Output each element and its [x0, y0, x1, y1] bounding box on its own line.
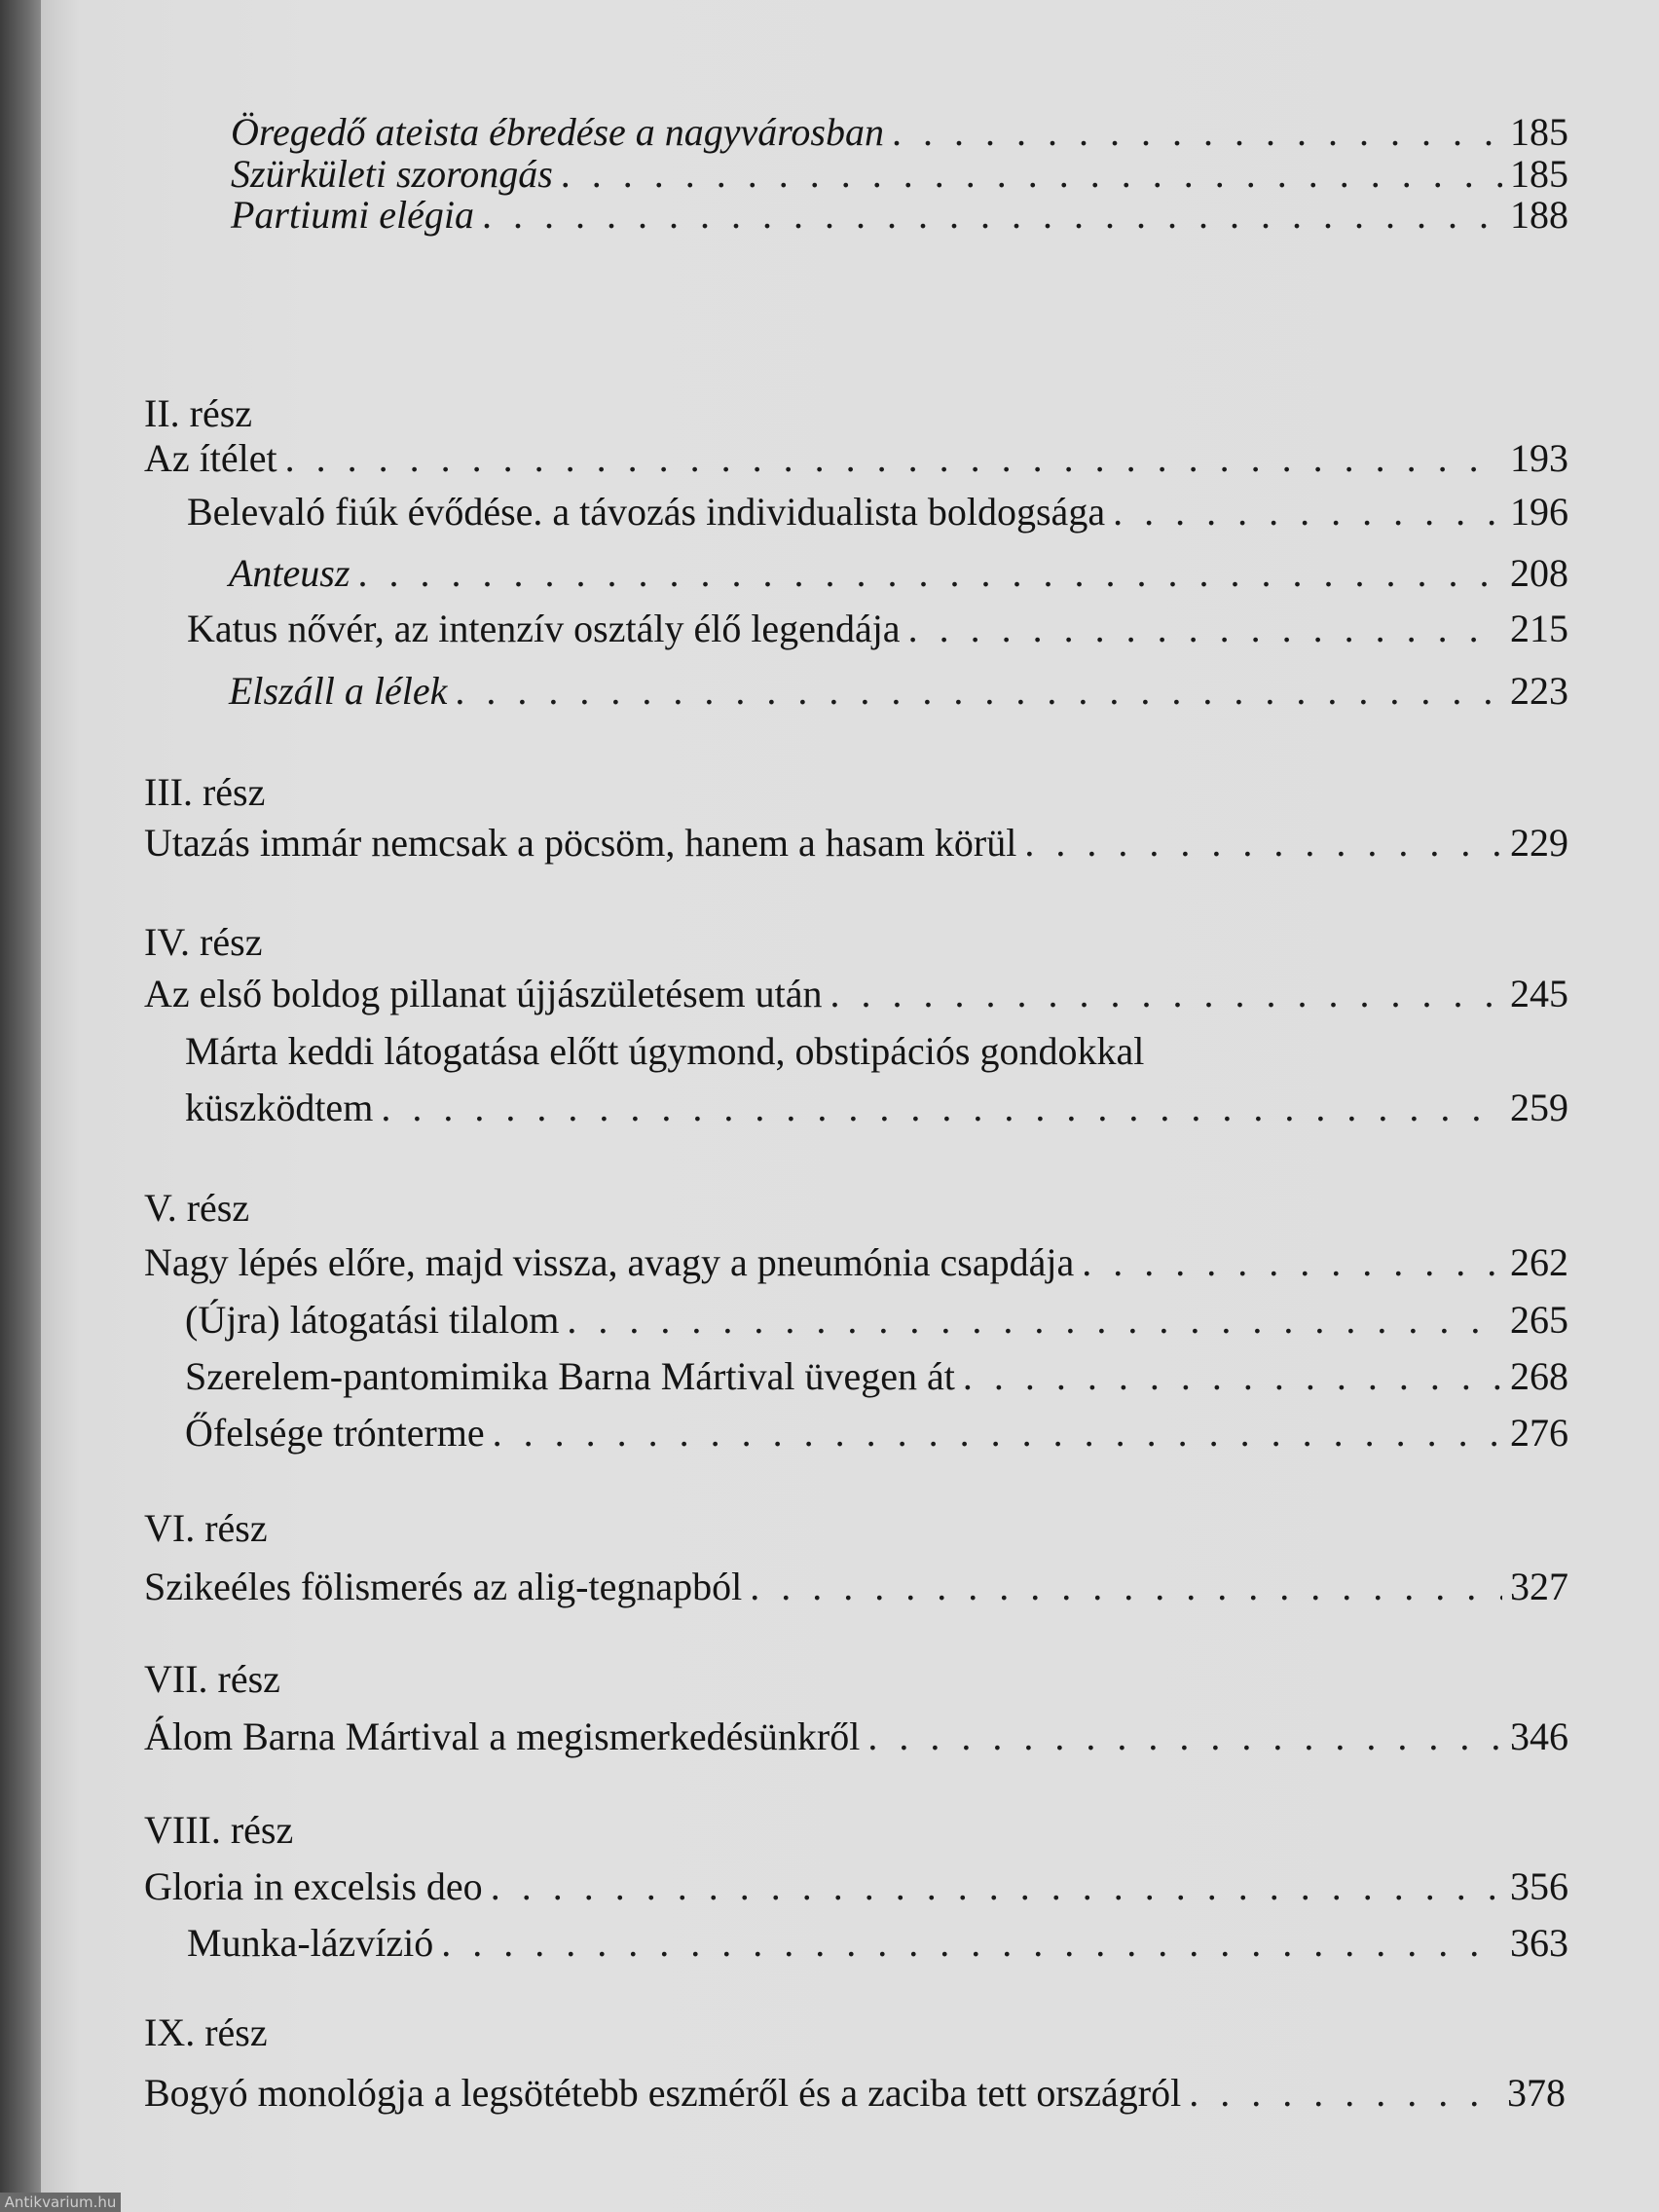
- part-heading: II. rész: [144, 391, 253, 435]
- toc-entry: [185, 1410, 1568, 1456]
- toc-entry-title: Szikeéles fölismerés az alig-tegnapból: [144, 1565, 743, 1608]
- book-page: [41, 0, 1659, 2212]
- toc-entry-page: 245: [1510, 972, 1568, 1015]
- toc-entry: [144, 1239, 1568, 1286]
- toc-entry: [144, 1863, 1568, 1910]
- toc-entry: [187, 1920, 1568, 1967]
- dot-leader: [561, 151, 1502, 198]
- dot-leader: [441, 1920, 1502, 1967]
- dot-leader: [867, 1714, 1502, 1760]
- dot-leader: [482, 192, 1502, 239]
- toc-entry: [144, 435, 1568, 482]
- toc-entry-page: 378: [1507, 2071, 1566, 2115]
- toc-entry-title: Szürkületi szorongás: [231, 152, 553, 196]
- book-spine-edge: [0, 0, 41, 2212]
- toc-entry-title: Anteusz: [229, 551, 350, 595]
- part-heading: VI. rész: [144, 1506, 268, 1550]
- toc-entry: [231, 151, 1568, 198]
- toc-entry-title: Partiumi elégia: [231, 193, 474, 237]
- toc-entry: [185, 1085, 1568, 1131]
- dot-leader: [908, 606, 1502, 652]
- dot-leader: [963, 1353, 1502, 1400]
- toc-entry-page: 185: [1510, 110, 1568, 154]
- toc-entry-title: Az ítélet: [144, 436, 277, 480]
- dot-leader: [381, 1085, 1502, 1131]
- part-heading: V. rész: [144, 1186, 250, 1230]
- dot-leader: [567, 1297, 1502, 1344]
- toc-entry-page: 265: [1510, 1298, 1568, 1342]
- part-heading: IV. rész: [144, 920, 263, 964]
- toc-entry: [144, 820, 1568, 866]
- toc-entry: [187, 489, 1568, 535]
- toc-entry-title: Utazás immár nemcsak a pöcsöm, hanem a hasam körül: [144, 821, 1017, 865]
- toc-entry-title: Szerelem-pantomimika Barna Mártival üvegen át: [185, 1354, 955, 1398]
- toc-entry: [187, 606, 1568, 652]
- dot-leader: [750, 1564, 1502, 1610]
- toc-entry-title: Munka-lázvízió: [187, 1921, 434, 1965]
- toc-entry-page: 193: [1510, 436, 1568, 480]
- toc-entry: [144, 1564, 1568, 1610]
- part-heading: VIII. rész: [144, 1808, 294, 1852]
- table-of-contents: [41, 0, 1659, 2212]
- toc-entry: [231, 109, 1568, 156]
- dot-leader: [830, 971, 1502, 1017]
- toc-entry-page: 185: [1510, 152, 1568, 196]
- toc-entry-page: 363: [1510, 1921, 1568, 1965]
- toc-entry-page: 262: [1510, 1240, 1568, 1284]
- dot-leader: [892, 109, 1502, 156]
- toc-entry-title: Márta keddi látogatása előtt úgymond, obstipációs gondokkal: [185, 1029, 1145, 1073]
- toc-entry: [229, 550, 1568, 597]
- toc-entry-title: Őfelsége trónterme: [185, 1411, 485, 1455]
- toc-entry-title: Belevaló fiúk évődése. a távozás individualista boldogsága: [187, 490, 1106, 534]
- dot-leader: [491, 1863, 1502, 1910]
- toc-entry: [185, 1297, 1568, 1344]
- toc-entry-page: 346: [1510, 1714, 1568, 1758]
- toc-entry-page: 223: [1510, 669, 1568, 713]
- toc-entry-title: Nagy lépés előre, majd vissza, avagy a pneumónia csapdája: [144, 1240, 1075, 1284]
- part-heading: VII. rész: [144, 1657, 280, 1701]
- part-heading: III. rész: [144, 770, 266, 814]
- toc-entry-page: 188: [1510, 193, 1568, 237]
- toc-entry-page: 276: [1510, 1411, 1568, 1455]
- toc-entry-page: 327: [1510, 1565, 1568, 1608]
- dot-leader: [1024, 820, 1502, 866]
- toc-entry: [231, 192, 1568, 239]
- dot-leader: [1082, 1239, 1502, 1286]
- toc-entry-page: 356: [1510, 1864, 1568, 1908]
- toc-entry: [229, 668, 1568, 715]
- toc-entry-title: Az első boldog pillanat újjászületésem után: [144, 972, 823, 1015]
- dot-leader: [285, 435, 1502, 482]
- toc-entry-title: Gloria in excelsis deo: [144, 1864, 483, 1908]
- part-heading: IX. rész: [144, 2010, 268, 2054]
- toc-entry: [144, 971, 1568, 1017]
- toc-entry-page: 196: [1510, 490, 1568, 534]
- toc-entry-title: (Újra) látogatási tilalom: [185, 1298, 560, 1342]
- dot-leader: [493, 1410, 1502, 1456]
- toc-entry-title: Álom Barna Mártival a megismerkedésünkről: [144, 1714, 861, 1758]
- toc-entry-page: 229: [1510, 821, 1568, 865]
- toc-entry-page: 259: [1510, 1086, 1568, 1129]
- toc-entry-page: 215: [1510, 607, 1568, 650]
- dot-leader: [1189, 2070, 1499, 2117]
- dot-leader: [357, 550, 1502, 597]
- dot-leader: [1113, 489, 1502, 535]
- toc-entry-page: 268: [1510, 1354, 1568, 1398]
- toc-entry-title: Bogyó monológja a legsötétebb eszméről és a zaciba tett országról: [144, 2071, 1182, 2115]
- toc-entry-title: Öregedő ateista ébredése a nagyvárosban: [231, 110, 884, 154]
- toc-entry-title: küszködtem: [185, 1086, 374, 1129]
- dot-leader: [455, 668, 1502, 715]
- toc-entry: [144, 2070, 1566, 2117]
- watermark: Antikvarium.hu: [0, 2193, 121, 2212]
- toc-entry: [185, 1353, 1568, 1400]
- toc-entry: [144, 1714, 1568, 1760]
- toc-entry-title: Elszáll a lélek: [229, 669, 448, 713]
- toc-entry-title: Katus nővér, az intenzív osztály élő legendája: [187, 607, 901, 650]
- toc-entry-page: 208: [1510, 551, 1568, 595]
